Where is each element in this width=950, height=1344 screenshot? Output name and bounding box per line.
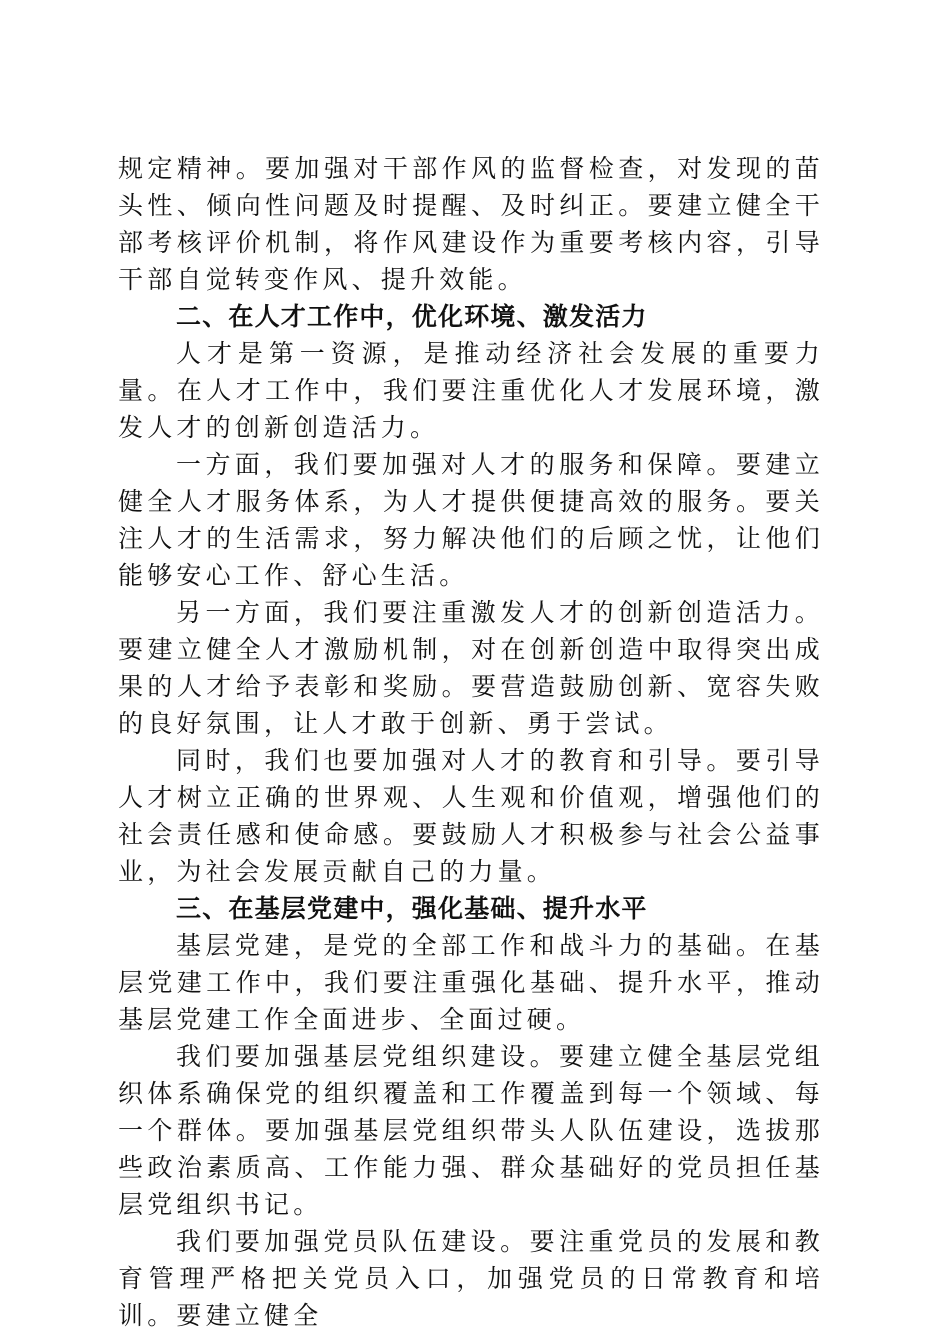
paragraph: 基层党建，是党的全部工作和战斗力的基础。在基层党建工作中，我们要注重强化基础、提升水平，推动基层党建工作全面进步、全面过硬。 — [118, 931, 824, 1034]
paragraph: 我们要加强党员队伍建设。要注重党员的发展和教育管理严格把关党员入口，加强党员的日常教育和培训。要建立健全 — [118, 1227, 824, 1330]
paragraph: 我们要加强基层党组织建设。要建立健全基层党组织体系确保党的组织覆盖和工作覆盖到每一个领域、每一个群体。要加强基层党组织带头人队伍建设，选拔那些政治素质高、工作能力强、群众基础好的党员担任基层党组织书记。 — [118, 1042, 824, 1219]
paragraph: 同时，我们也要加强对人才的教育和引导。要引导人才树立正确的世界观、人生观和价值观，增强他们的社会责任感和使命感。要鼓励人才积极参与社会公益事业，为社会发展贡献自己的力量。 — [118, 746, 824, 886]
document-page — [118, 150, 824, 1334]
paragraph: 人才是第一资源，是推动经济社会发展的重要力量。在人才工作中，我们要注重优化人才发展环境，激发人才的创新创造活力。 — [118, 339, 824, 442]
section-heading-talent: 二、在人才工作中，优化环境、激发活力 — [176, 302, 648, 331]
paragraph: 另一方面，我们要注重激发人才的创新创造活力。要建立健全人才激励机制，对在创新创造中取得突出成果的人才给予表彰和奖励。要营造鼓励创新、宽容失败的良好氛围，让人才敢于创新、勇于尝试。 — [118, 598, 824, 738]
section-heading-party-building: 三、在基层党建中，强化基础、提升水平 — [176, 894, 648, 923]
paragraph: 一方面，我们要加强对人才的服务和保障。要建立健全人才服务体系，为人才提供便捷高效的服务。要关注人才的生活需求，努力解决他们的后顾之忧，让他们能够安心工作、舒心生活。 — [118, 450, 824, 590]
paragraph-continuation: 规定精神。要加强对干部作风的监督检查，对发现的苗头性、倾向性问题及时提醒、及时纠正。要建立健全干部考核评价机制，将作风建设作为重要考核内容，引导干部自觉转变作风、提升效能。 — [118, 154, 824, 294]
